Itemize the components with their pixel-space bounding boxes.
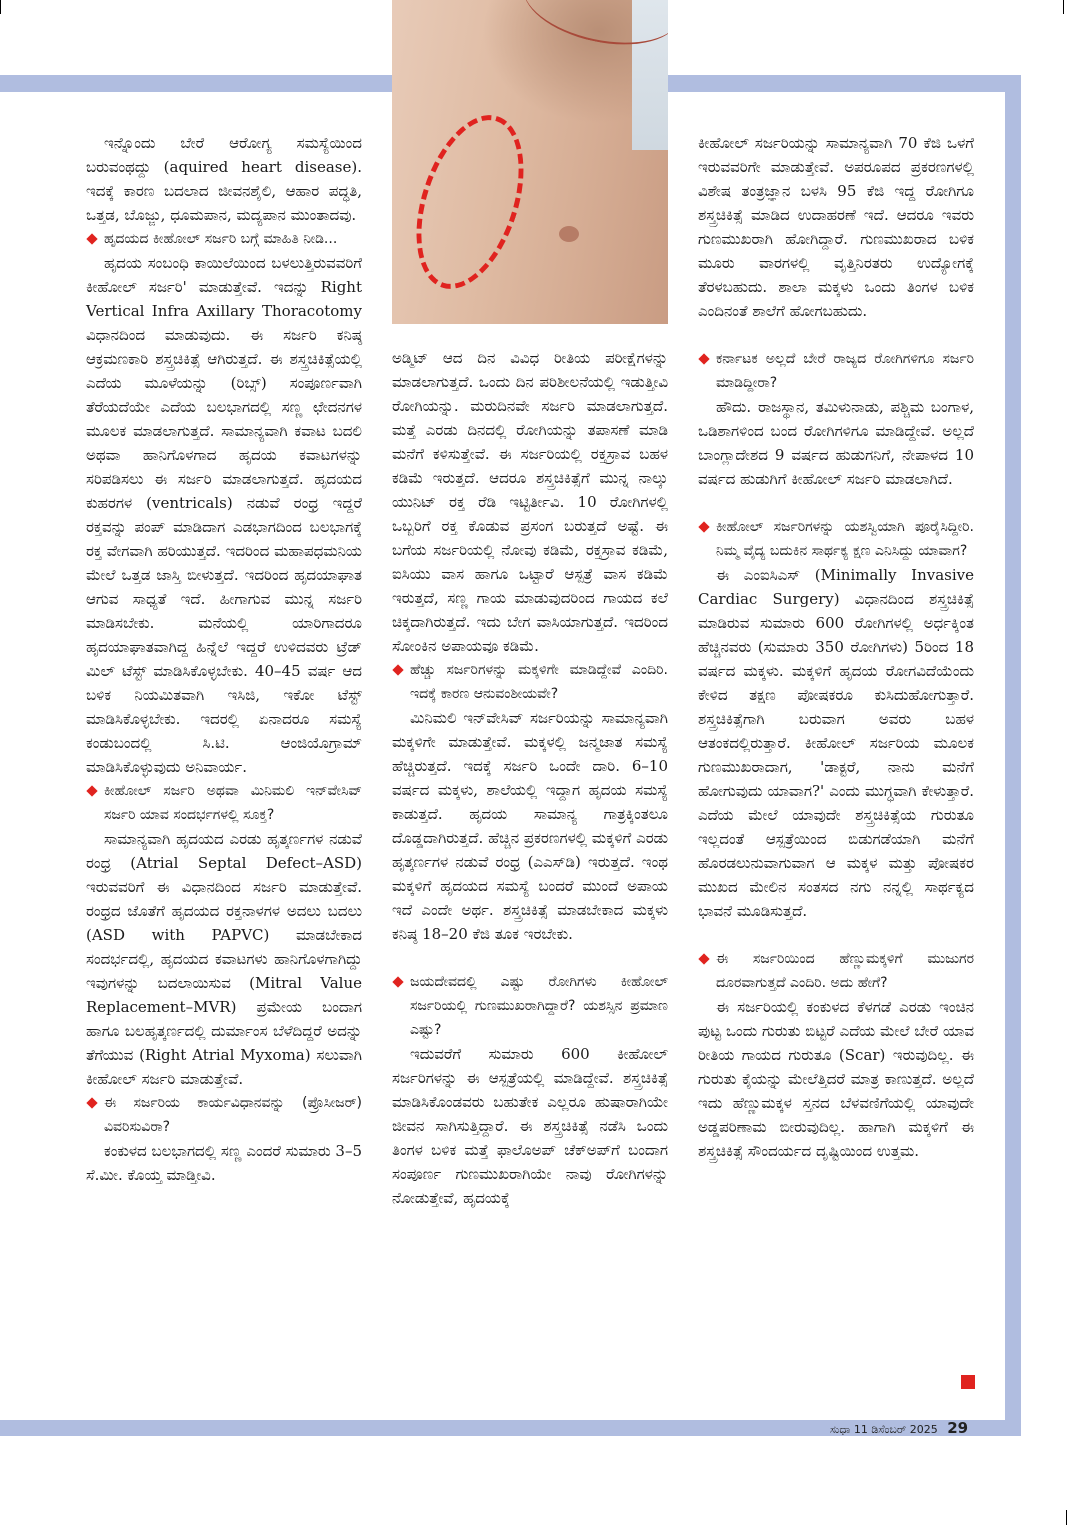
photo-detail: [559, 226, 579, 242]
diamond-bullet-icon: [392, 976, 403, 987]
end-of-article-square-icon: [961, 1375, 975, 1389]
page-frame-right: [1005, 75, 1021, 1436]
paragraph: ಮಿನಿಮಲಿ ಇನ್‌ವೇಸಿವ್ ಸರ್ಜರಿಯನ್ನು ಸಾಮಾನ್ಯವಾಗಿ ಮಕ್ಕಳಿಗೇ ಮಾಡುತ್ತೇವೆ. ಮಕ್ಕಳಲ್ಲಿ ಜನ್ಮಜಾತ ಸಮಸ್ಯೆ ಹೆಚ್ಚಿರುತ್ತದೆ. ಇದಕ್ಕೆ ಸರ್ಜರಿ ಒಂದೇ ದಾರಿ. 6–10 ವರ್ಷದ ಮಕ್ಕಳು, ಶಾಲೆಯಲ್ಲಿ ಇದ್ದಾಗ ಹೃದಯ ಸಮಸ್ಯೆ ಕಾಡುತ್ತದೆ. ಹೃದಯ ಸಾಮಾನ್ಯ ಗಾತ್ರಕ್ಕಿಂತಲೂ ದೊಡ್ಡದಾಗಿರುತ್ತದೆ. ಹೆಚ್ಚಿನ ಪ್ರಕರಣಗಳಲ್ಲಿ ಮಕ್ಕಳಿಗೆ ಎರಡು ಹೃತ್ಕರ್ಣಗಳ ನಡುವೆ ರಂಧ್ರ (ಎಎಸ್‌ಡಿ) ಇರುತ್ತದೆ. ಇಂಥ ಮಕ್ಕಳಿಗೆ ಹೃದಯದ ಸಮಸ್ಯೆ ಬಂದರೆ ಮುಂದೆ ಅಪಾಯ ಇದೆ ಎಂದೇ ಅರ್ಥ. ಶಸ್ತ್ರಚಿಕಿತ್ಸೆ ಮಾಡಬೇಕಾದ ಮಕ್ಕಳು ಕನಿಷ್ಠ 18–20 ಕೆಜಿ ತೂಕ ಇರಬೇಕು.: [392, 709, 668, 943]
article-column-2: [392, 346, 668, 1210]
crop-mark: [0, 0, 1, 14]
paragraph: ಹೌದು. ರಾಜಸ್ಥಾನ, ತಮಿಳುನಾಡು, ಪಶ್ಚಿಮ ಬಂಗಾಳ, ಒಡಿಶಾಗಳಿಂದ ಬಂದ ರೋಗಿಗಳಿಗೂ ಮಾಡಿದ್ದೇವೆ. ಅಲ್ಲದೆ ಬಾಂಗ್ಲಾದೇಶದ 9 ವರ್ಷದ ಹುಡುಗನಿಗೆ, ನೇಪಾಳದ 10 ವರ್ಷದ ಹುಡುಗಿಗೆ ಕೀಹೋಲ್ ಸರ್ಜರಿ ಮಾಡಲಾಗಿದೆ.: [698, 398, 974, 488]
paragraph: ಈ ಸರ್ಜರಿಯಲ್ಲಿ ಕಂಕುಳದ ಕೆಳಗಡೆ ಎರಡು ಇಂಚಿನ ಪುಟ್ಟ ಒಂದು ಗುರುತು ಬಿಟ್ಟರೆ ಎದೆಯ ಮೇಲೆ ಬೇರೆ ಯಾವ ರೀತಿಯ ಗಾಯದ ಗುರುತೂ (Scar) ಇರುವುದಿಲ್ಲ. ಈ ಗುರುತು ಕೈಯನ್ನು ಮೇಲೆತ್ತಿದರೆ ಮಾತ್ರ ಕಾಣುತ್ತದೆ. ಅಲ್ಲದೆ ಇದು ಹೆಣ್ಣುಮಕ್ಕಳ ಸ್ತನದ ಬೆಳವಣಿಗೆಯಲ್ಲಿ ಯಾವುದೇ ಅಡ್ಡಪರಿಣಾಮ ಬೀರುವುದಿಲ್ಲ. ಹಾಗಾಗಿ ಮಕ್ಕಳಿಗೆ ಈ ಶಸ್ತ್ರಚಿಕಿತ್ಸೆ ಸೌಂದರ್ಯದ ದೃಷ್ಟಿಯಿಂದ ಉತ್ತಮ.: [698, 998, 974, 1160]
paragraph: ಸಾಮಾನ್ಯವಾಗಿ ಹೃದಯದ ಎರಡು ಹೃತ್ಕರ್ಣಗಳ ನಡುವೆ ರಂಧ್ರ (Atrial Septal Defect–ASD) ಇರುವವರಿಗೆ ಈ ವಿಧಾನದಿಂದ ಸರ್ಜರಿ ಮಾಡುತ್ತೇವೆ. ರಂಧ್ರದ ಜೊತೆಗೆ ಹೃದಯದ ರಕ್ತನಾಳಗಳ ಅದಲು ಬದಲು (ASD with PAPVC) ಮಾಡಬೇಕಾದ ಸಂದರ್ಭದಲ್ಲಿ, ಹೃದಯದ ಕವಾಟಗಳು ಹಾನಿಗೊಳಗಾಗಿದ್ದು ಇವುಗಳನ್ನು ಬದಲಾಯಿಸುವ (Mitral Value Replacement–MVR) ಪ್ರಮೇಯ ಬಂದಾಗ ಹಾಗೂ ಬಲಹೃತ್ಕರ್ಣದಲ್ಲಿ ದುರ್ಮಾಂಸ ಬೆಳೆದಿದ್ದರೆ ಅದನ್ನು ತೆಗೆಯುವ (Right Atrial Myxoma) ಸಲುವಾಗಿ ಕೀಹೋಲ್ ಸರ್ಜರಿ ಮಾಡುತ್ತೇವೆ.: [86, 830, 362, 1088]
crop-mark: [1066, 1510, 1067, 1525]
question-heading: [698, 515, 974, 563]
photo-patient-chest-incision: [392, 0, 668, 324]
article-column-1: [86, 131, 362, 1187]
diamond-bullet-icon: [392, 664, 403, 675]
crop-mark: [1063, 0, 1064, 14]
question-text: ಈ ಸರ್ಜರಿಯಿಂದ ಹೆಣ್ಣುಮಕ್ಕಳಿಗೆ ಮುಜುಗರ ದೂರವಾಗುತ್ತದೆ ಎಂದಿರಿ. ಅದು ಹೇಗೆ?: [716, 951, 974, 991]
paragraph: ಈ ಎಂಐಸಿಎಸ್ (Minimally Invasive Cardiac Surgery) ವಿಧಾನದಿಂದ ಶಸ್ತ್ರಚಿಕಿತ್ಸೆ ಮಾಡಿರುವ ಸುಮಾರು 600 ರೋಗಿಗಳಲ್ಲಿ ಅರ್ಧಕ್ಕಿಂತ ಹೆಚ್ಚಿನವರು (ಸುಮಾರು 350 ರೋಗಿಗಳು) 5ರಿಂದ 18 ವರ್ಷದ ಮಕ್ಕಳು. ಮಕ್ಕಳಿಗೆ ಹೃದಯ ರೋಗವಿದೆಯೆಂದು ಕೇಳಿದ ತಕ್ಷಣ ಪೋಷಕರೂ ಕುಸಿದುಹೋಗುತ್ತಾರೆ. ಶಸ್ತ್ರಚಿಕಿತ್ಸೆಗಾಗಿ ಬರುವಾಗ ಅವರು ಬಹಳ ಆತಂಕದಲ್ಲಿರುತ್ತಾರೆ. ಕೀಹೋಲ್ ಸರ್ಜರಿಯ ಮೂಲಕ ಗುಣಮುಖರಾದಾಗ, 'ಡಾಕ್ಟರೆ, ನಾನು ಮನೆಗೆ ಹೋಗುವುದು ಯಾವಾಗ?' ಎಂದು ಮುಗ್ಧವಾಗಿ ಕೇಳುತ್ತಾರೆ. ಎದೆಯ ಮೇಲೆ ಯಾವುದೇ ಶಸ್ತ್ರಚಿಕಿತ್ಸೆಯ ಗುರುತೂ ಇಲ್ಲದಂತೆ ಆಸ್ಪತ್ರೆಯಿಂದ ಬಿಡುಗಡೆಯಾಗಿ ಮನೆಗೆ ಹೊರಡಲುನುವಾಗುವಾಗ ಆ ಮಕ್ಕಳ ಮತ್ತು ಪೋಷಕರ ಮುಖದ ಮೇಲಿನ ಸಂತಸದ ನಗು ನನ್ನಲ್ಲಿ ಸಾರ್ಥಕ್ಯದ ಭಾವನೆ ಮೂಡಿಸುತ್ತದೆ.: [698, 566, 974, 920]
paragraph: ಕಂಕುಳದ ಬಲಭಾಗದಲ್ಲಿ ಸಣ್ಣ ಎಂದರೆ ಸುಮಾರು 3–5 ಸೆ.ಮೀ. ಕೊಯ್ತ ಮಾಡ್ತೀವಿ.: [86, 1142, 362, 1184]
question-heading: [86, 779, 362, 827]
diamond-bullet-icon: [698, 953, 709, 964]
question-text: ಜಯದೇವದಲ್ಲಿ ಎಷ್ಟು ರೋಗಿಗಳು ಕೀಹೋಲ್ ಸರ್ಜರಿಯಲ್ಲಿ ಗುಣಮುಖರಾಗಿದ್ದಾರೆ? ಯಶಸ್ಸಿನ ಪ್ರಮಾಣ ಎಷ್ಟು?: [410, 974, 668, 1038]
page-footer: [830, 1419, 968, 1437]
question-heading: [86, 227, 362, 251]
paragraph: ಇದುವರೆಗೆ ಸುಮಾರು 600 ಕೀಹೋಲ್ ಸರ್ಜರಿಗಳನ್ನು ಈ ಆಸ್ಪತ್ರೆಯಲ್ಲಿ ಮಾಡಿದ್ದೇವೆ. ಶಸ್ತ್ರಚಿಕಿತ್ಸೆ ಮಾಡಿಸಿಕೊಂಡವರು ಬಹುತೇಕ ಎಲ್ಲರೂ ಹುಷಾರಾಗಿಯೇ ಜೀವನ ಸಾಗಿಸುತ್ತಿದ್ದಾರೆ. ಈ ಶಸ್ತ್ರಚಿಕಿತ್ಸೆ ನಡೆಸಿ ಒಂದು ತಿಂಗಳ ಬಳಿಕ ಮತ್ತೆ ಫಾಲೊಅಪ್ ಚೆಕ್‌ಅಪ್‌ಗೆ ಬಂದಾಗ ಸಂಪೂರ್ಣ ಗುಣಮುಖರಾಗಿಯೇ ನಾವು ರೋಗಿಗಳನ್ನು ನೋಡುತ್ತೇವೆ, ಹೃದಯಕ್ಕೆ: [392, 1045, 668, 1207]
diamond-bullet-icon: [86, 233, 97, 244]
question-text: ಕೀಹೋಲ್ ಸರ್ಜರಿಗಳನ್ನು ಯಶಸ್ವಿಯಾಗಿ ಪೂರೈಸಿದ್ದೀರಿ. ನಿಮ್ಮ ವೈದ್ಯ ಬದುಕಿನ ಸಾರ್ಥಕ್ಯ ಕ್ಷಣ ಎನಿಸಿದ್ದು ಯಾವಾಗ?: [716, 519, 974, 559]
question-text: ಕೀಹೋಲ್ ಸರ್ಜರಿ ಅಥವಾ ಮಿನಿಮಲಿ ಇನ್‌ವೇಸಿವ್ ಸರ್ಜರಿ ಯಾವ ಸಂದರ್ಭಗಳಲ್ಲಿ ಸೂಕ್ತ?: [104, 783, 362, 823]
diamond-bullet-icon: [86, 1097, 97, 1108]
question-text: ಹೃದಯದ ಕೀಹೋಲ್ ಸರ್ಜರಿ ಬಗ್ಗೆ ಮಾಹಿತಿ ನೀಡಿ...: [104, 231, 338, 247]
question-text: ಹೆಚ್ಚು ಸರ್ಜರಿಗಳನ್ನು ಮಕ್ಕಳಿಗೇ ಮಾಡಿದ್ದೇವೆ ಎಂದಿರಿ. ಇದಕ್ಕೆ ಕಾರಣ ಆನುವಂಶೀಯವೇ?: [410, 662, 668, 702]
magazine-name: ಸುಧಾ: [830, 1423, 851, 1436]
question-heading: [698, 347, 974, 395]
issue-date: 11 ಡಿಸೆಂಬರ್ 2025: [853, 1423, 938, 1436]
paragraph: ಕೀಹೋಲ್ ಸರ್ಜರಿಯನ್ನು ಸಾಮಾನ್ಯವಾಗಿ 70 ಕೆಜಿ ಒಳಗೆ ಇರುವವರಿಗೇ ಮಾಡುತ್ತೇವೆ. ಅಪರೂಪದ ಪ್ರಕರಣಗಳಲ್ಲಿ ವಿಶೇಷ ತಂತ್ರಜ್ಞಾನ ಬಳಸಿ 95 ಕೆಜಿ ಇದ್ದ ರೋಗಿಗೂ ಶಸ್ತ್ರಚಿಕಿತ್ಸೆ ಮಾಡಿದ ಉದಾಹರಣೆ ಇದೆ. ಆದರೂ ಇವರು ಗುಣಮುಖರಾಗಿ ಹೋಗಿದ್ದಾರೆ. ಗುಣಮುಖರಾದ ಬಳಿಕ ಮೂರು ವಾರಗಳಲ್ಲಿ ವೃತ್ತಿನಿರತರು ಉದ್ಯೋಗಕ್ಕೆ ತೆರಳಬಹುದು. ಶಾಲಾ ಮಕ್ಕಳು ಒಂದು ತಿಂಗಳ ಬಳಿಕ ಎಂದಿನಂತೆ ಶಾಲೆಗೆ ಹೋಗಬಹುದು.: [698, 134, 974, 320]
diamond-bullet-icon: [698, 521, 709, 532]
page-number: 29: [947, 1419, 969, 1437]
incision-highlight-circle: [397, 102, 544, 303]
question-text: ಕರ್ನಾಟಕ ಅಲ್ಲದೆ ಬೇರೆ ರಾಜ್ಯದ ರೋಗಿಗಳಿಗೂ ಸರ್ಜರಿ ಮಾಡಿದ್ದೀರಾ?: [716, 351, 974, 391]
paragraph: ಅಡ್ಮಿಟ್ ಆದ ದಿನ ವಿವಿಧ ರೀತಿಯ ಪರೀಕ್ಷೆಗಳನ್ನು ಮಾಡಲಾಗುತ್ತದೆ. ಒಂದು ದಿನ ಪರಿಶೀಲನೆಯಲ್ಲಿ ಇಡುತ್ತೀವಿ ರೋಗಿಯನ್ನು. ಮರುದಿನವೇ ಸರ್ಜರಿ ಮಾಡಲಾಗುತ್ತದೆ. ಮತ್ತೆ ಎರಡು ದಿನದಲ್ಲಿ ರೋಗಿಯನ್ನು ತಪಾಸಣೆ ಮಾಡಿ ಮನೆಗೆ ಕಳಿಸುತ್ತೇವೆ. ಈ ಸರ್ಜರಿಯಲ್ಲಿ ರಕ್ತಸ್ರಾವ ಬಹಳ ಕಡಿಮೆ ಇರುತ್ತದೆ. ಆದರೂ ಶಸ್ತ್ರಚಿಕಿತ್ಸೆಗೆ ಮುನ್ನ ನಾಲ್ಕು ಯುನಿಟ್ ರಕ್ತ ರೆಡಿ ಇಟ್ಟಿರ್ತೀವಿ. 10 ರೋಗಿಗಳಲ್ಲಿ ಒಬ್ಬರಿಗೆ ರಕ್ತ ಕೊಡುವ ಪ್ರಸಂಗ ಬರುತ್ತದೆ ಅಷ್ಟೆ. ಈ ಬಗೆಯ ಸರ್ಜರಿಯಲ್ಲಿ ನೋವು ಕಡಿಮೆ, ರಕ್ತಸ್ರಾವ ಕಡಿಮೆ, ಐಸಿಯು ವಾಸ ಹಾಗೂ ಒಟ್ಟಾರೆ ಆಸ್ಪತ್ರೆ ವಾಸ ಕಡಿಮೆ ಇರುತ್ತದೆ, ಸಣ್ಣ ಗಾಯ ಮಾಡುವುದರಿಂದ ಗಾಯದ ಕಲೆ ಚಿಕ್ಕದಾಗಿರುತ್ತದೆ. ಇದು ಬೇಗ ವಾಸಿಯಾಗುತ್ತದೆ. ಇದರಿಂದ ಸೋಂಕಿನ ಅಪಾಯವೂ ಕಡಿಮೆ.: [392, 349, 668, 655]
question-heading: [392, 970, 668, 1042]
question-heading: [86, 1091, 362, 1139]
question-heading: [392, 658, 668, 706]
paragraph: ಇನ್ನೊಂದು ಬೇರೆ ಆರೋಗ್ಯ ಸಮಸ್ಯೆಯಿಂದ ಬರುವಂಥದ್ದು (aquired heart disease). ಇದಕ್ಕೆ ಕಾರಣ ಬದಲಾದ ಜೀವನಶೈಲಿ, ಆಹಾರ ಪದ್ಧತಿ, ಒತ್ತಡ, ಬೊಜ್ಜು, ಧೂಮಪಾನ, ಮದ್ಯಪಾನ ಮುಂತಾದವು.: [86, 134, 362, 224]
diamond-bullet-icon: [86, 785, 97, 796]
question-heading: [698, 947, 974, 995]
diamond-bullet-icon: [698, 353, 709, 364]
question-text: ಈ ಸರ್ಜರಿಯ ಕಾರ್ಯವಿಧಾನವನ್ನು (ಪ್ರೊಸೀಜರ್) ವಿವರಿಸುವಿರಾ?: [104, 1095, 362, 1135]
paragraph: ಹೃದಯ ಸಂಬಂಧಿ ಕಾಯಿಲೆಯಿಂದ ಬಳಲುತ್ತಿರುವವರಿಗೆ ಕೀಹೋಲ್ ಸರ್ಜರಿ' ಮಾಡುತ್ತೇವೆ. ಇದನ್ನು Right Vertical Infra Axillary Thoracotomy ವಿಧಾನದಿಂದ ಮಾಡುವುದು. ಈ ಸರ್ಜರಿ ಕನಿಷ್ಠ ಆಕ್ರಮಣಕಾರಿ ಶಸ್ತ್ರಚಿಕಿತ್ಸೆ ಆಗಿರುತ್ತದೆ. ಈ ಶಸ್ತ್ರಚಿಕಿತ್ಸೆಯಲ್ಲಿ ಎದೆಯ ಮೂಳೆಯನ್ನು (ರಿಬ್ಸ್) ಸಂಪೂರ್ಣವಾಗಿ ತೆರೆಯದೆಯೇ ಎದೆಯ ಬಲಭಾಗದಲ್ಲಿ ಸಣ್ಣ ಛೇದನಗಳ ಮೂಲಕ ಮಾಡಲಾಗುತ್ತದೆ. ಸಾಮಾನ್ಯವಾಗಿ ಕವಾಟ ಬದಲಿ ಅಥವಾ ಹಾನಿಗೊಳಗಾದ ಹೃದಯ ಕವಾಟಗಳನ್ನು ಸರಿಪಡಿಸಲು ಈ ಸರ್ಜರಿ ಮಾಡಲಾಗುತ್ತದೆ. ಹೃದಯದ ಕುಹರಗಳ (ventricals) ನಡುವೆ ರಂಧ್ರ ಇದ್ದರೆ ರಕ್ತವನ್ನು ಪಂಪ್ ಮಾಡಿದಾಗ ಎಡಭಾಗದಿಂದ ಬಲಭಾಗಕ್ಕೆ ರಕ್ತ ವೇಗವಾಗಿ ಹರಿಯುತ್ತದೆ. ಇದರಿಂದ ಮಹಾಪಧಮನಿಯ ಮೇಲೆ ಒತ್ತಡ ಜಾಸ್ತಿ ಬೀಳುತ್ತದೆ. ಇದರಿಂದ ಹೃದಯಾಘಾತ ಆಗುವ ಸಾಧ್ಯತೆ ಇದೆ. ಹೀಗಾಗುವ ಮುನ್ನ ಸರ್ಜರಿ ಮಾಡಿಸಬೇಕು. ಮನೆಯಲ್ಲಿ ಯಾರಿಗಾದರೂ ಹೃದಯಾಘಾತವಾಗಿದ್ದ ಹಿನ್ನೆಲೆ ಇದ್ದರೆ ಉಳಿದವರು ಟ್ರೆಡ್ ಮಿಲ್ ಟೆಸ್ಟ್ ಮಾಡಿಸಿಕೊಳ್ಳಬೇಕು. 40–45 ವರ್ಷ ಆದ ಬಳಿಕ ನಿಯಮಿತವಾಗಿ ಇಸಿಜಿ, ಇಕೋ ಟೆಸ್ಟ್ ಮಾಡಿಸಿಕೊಳ್ಳಬೇಕು. ಇದರಲ್ಲಿ ಏನಾದರೂ ಸಮಸ್ಯೆ ಕಂಡುಬಂದಲ್ಲಿ ಸಿ.ಟಿ. ಆಂಜಿಯೊಗ್ರಾಮ್ ಮಾಡಿಸಿಕೊಳ್ಳುವುದು ಅನಿವಾರ್ಯ.: [86, 254, 362, 776]
article-column-3: [698, 131, 974, 1163]
